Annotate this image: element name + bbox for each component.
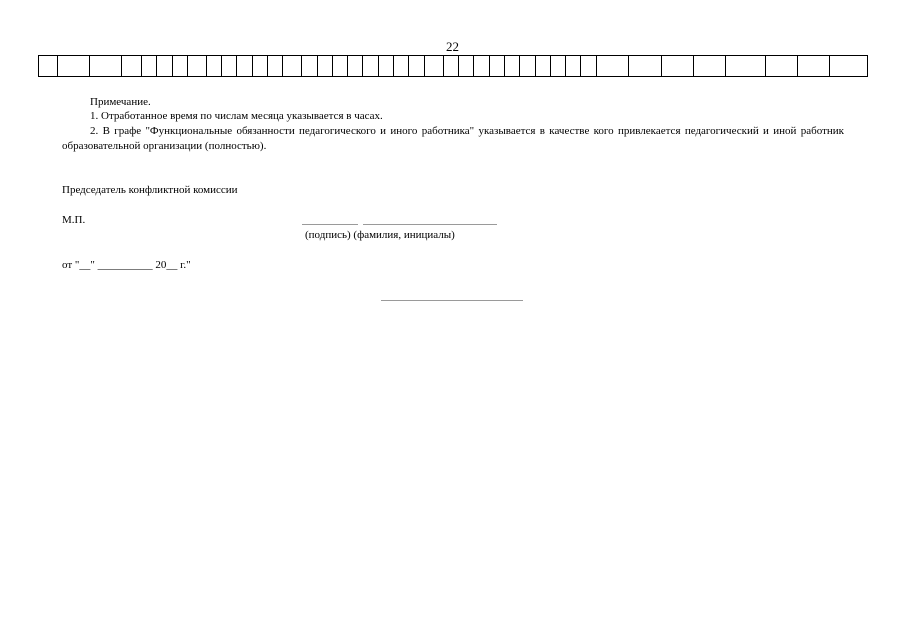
table-cell bbox=[378, 56, 393, 77]
table-cell bbox=[302, 56, 317, 77]
table-cell bbox=[332, 56, 347, 77]
table-cell bbox=[90, 56, 122, 77]
table-cell bbox=[188, 56, 207, 77]
table-cell bbox=[39, 56, 58, 77]
signature-caption: (подпись) (фамилия, инициалы) bbox=[305, 229, 455, 241]
table-cell bbox=[283, 56, 302, 77]
table-cell bbox=[142, 56, 157, 77]
chairman-label: Председатель конфликтной комиссии bbox=[62, 184, 238, 196]
note-item-1: 1. Отработанное время по числам месяца указывается в часах. bbox=[90, 110, 383, 122]
separator-line bbox=[381, 300, 523, 301]
table-cell bbox=[409, 56, 424, 77]
table-cell bbox=[222, 56, 237, 77]
table-cell bbox=[489, 56, 504, 77]
table-cell bbox=[520, 56, 535, 77]
signature-line bbox=[302, 224, 358, 225]
table-cell bbox=[206, 56, 221, 77]
table-cell bbox=[157, 56, 172, 77]
table-cell bbox=[535, 56, 550, 77]
table-cell bbox=[504, 56, 519, 77]
table-cell bbox=[363, 56, 378, 77]
table-cell bbox=[693, 56, 725, 77]
table-cell bbox=[424, 56, 443, 77]
page-number: 22 bbox=[446, 39, 459, 54]
date-line: от "__" __________ 20__ г." bbox=[62, 259, 191, 271]
table-cell bbox=[348, 56, 363, 77]
table-cell bbox=[765, 56, 797, 77]
table-cell bbox=[629, 56, 661, 77]
note-title: Примечание. bbox=[90, 96, 151, 108]
table-row bbox=[39, 56, 868, 77]
table-cell bbox=[596, 56, 628, 77]
table-cell bbox=[661, 56, 693, 77]
table-cell bbox=[57, 56, 89, 77]
table-cell bbox=[394, 56, 409, 77]
table-cell bbox=[122, 56, 142, 77]
table-cell bbox=[237, 56, 252, 77]
name-initials-line bbox=[363, 224, 497, 225]
table-cell bbox=[474, 56, 489, 77]
table-cell bbox=[317, 56, 332, 77]
table-cell bbox=[566, 56, 581, 77]
table-cell bbox=[797, 56, 829, 77]
seal-label: М.П. bbox=[62, 214, 86, 226]
note-item-2: 2. В графе "Функциональные обязанности педагогического и иного работника" указывается в качестве кого привлекается педагогический и иной работник образовательной организации (полностью). bbox=[62, 125, 844, 152]
table-cell bbox=[830, 56, 868, 77]
table-cell bbox=[268, 56, 283, 77]
table-cell bbox=[443, 56, 458, 77]
table-cell bbox=[550, 56, 565, 77]
table-cell bbox=[581, 56, 596, 77]
table-cell bbox=[458, 56, 473, 77]
form-table-grid bbox=[38, 55, 868, 77]
table-cell bbox=[252, 56, 267, 77]
table-cell bbox=[172, 56, 187, 77]
table-cell bbox=[726, 56, 765, 77]
